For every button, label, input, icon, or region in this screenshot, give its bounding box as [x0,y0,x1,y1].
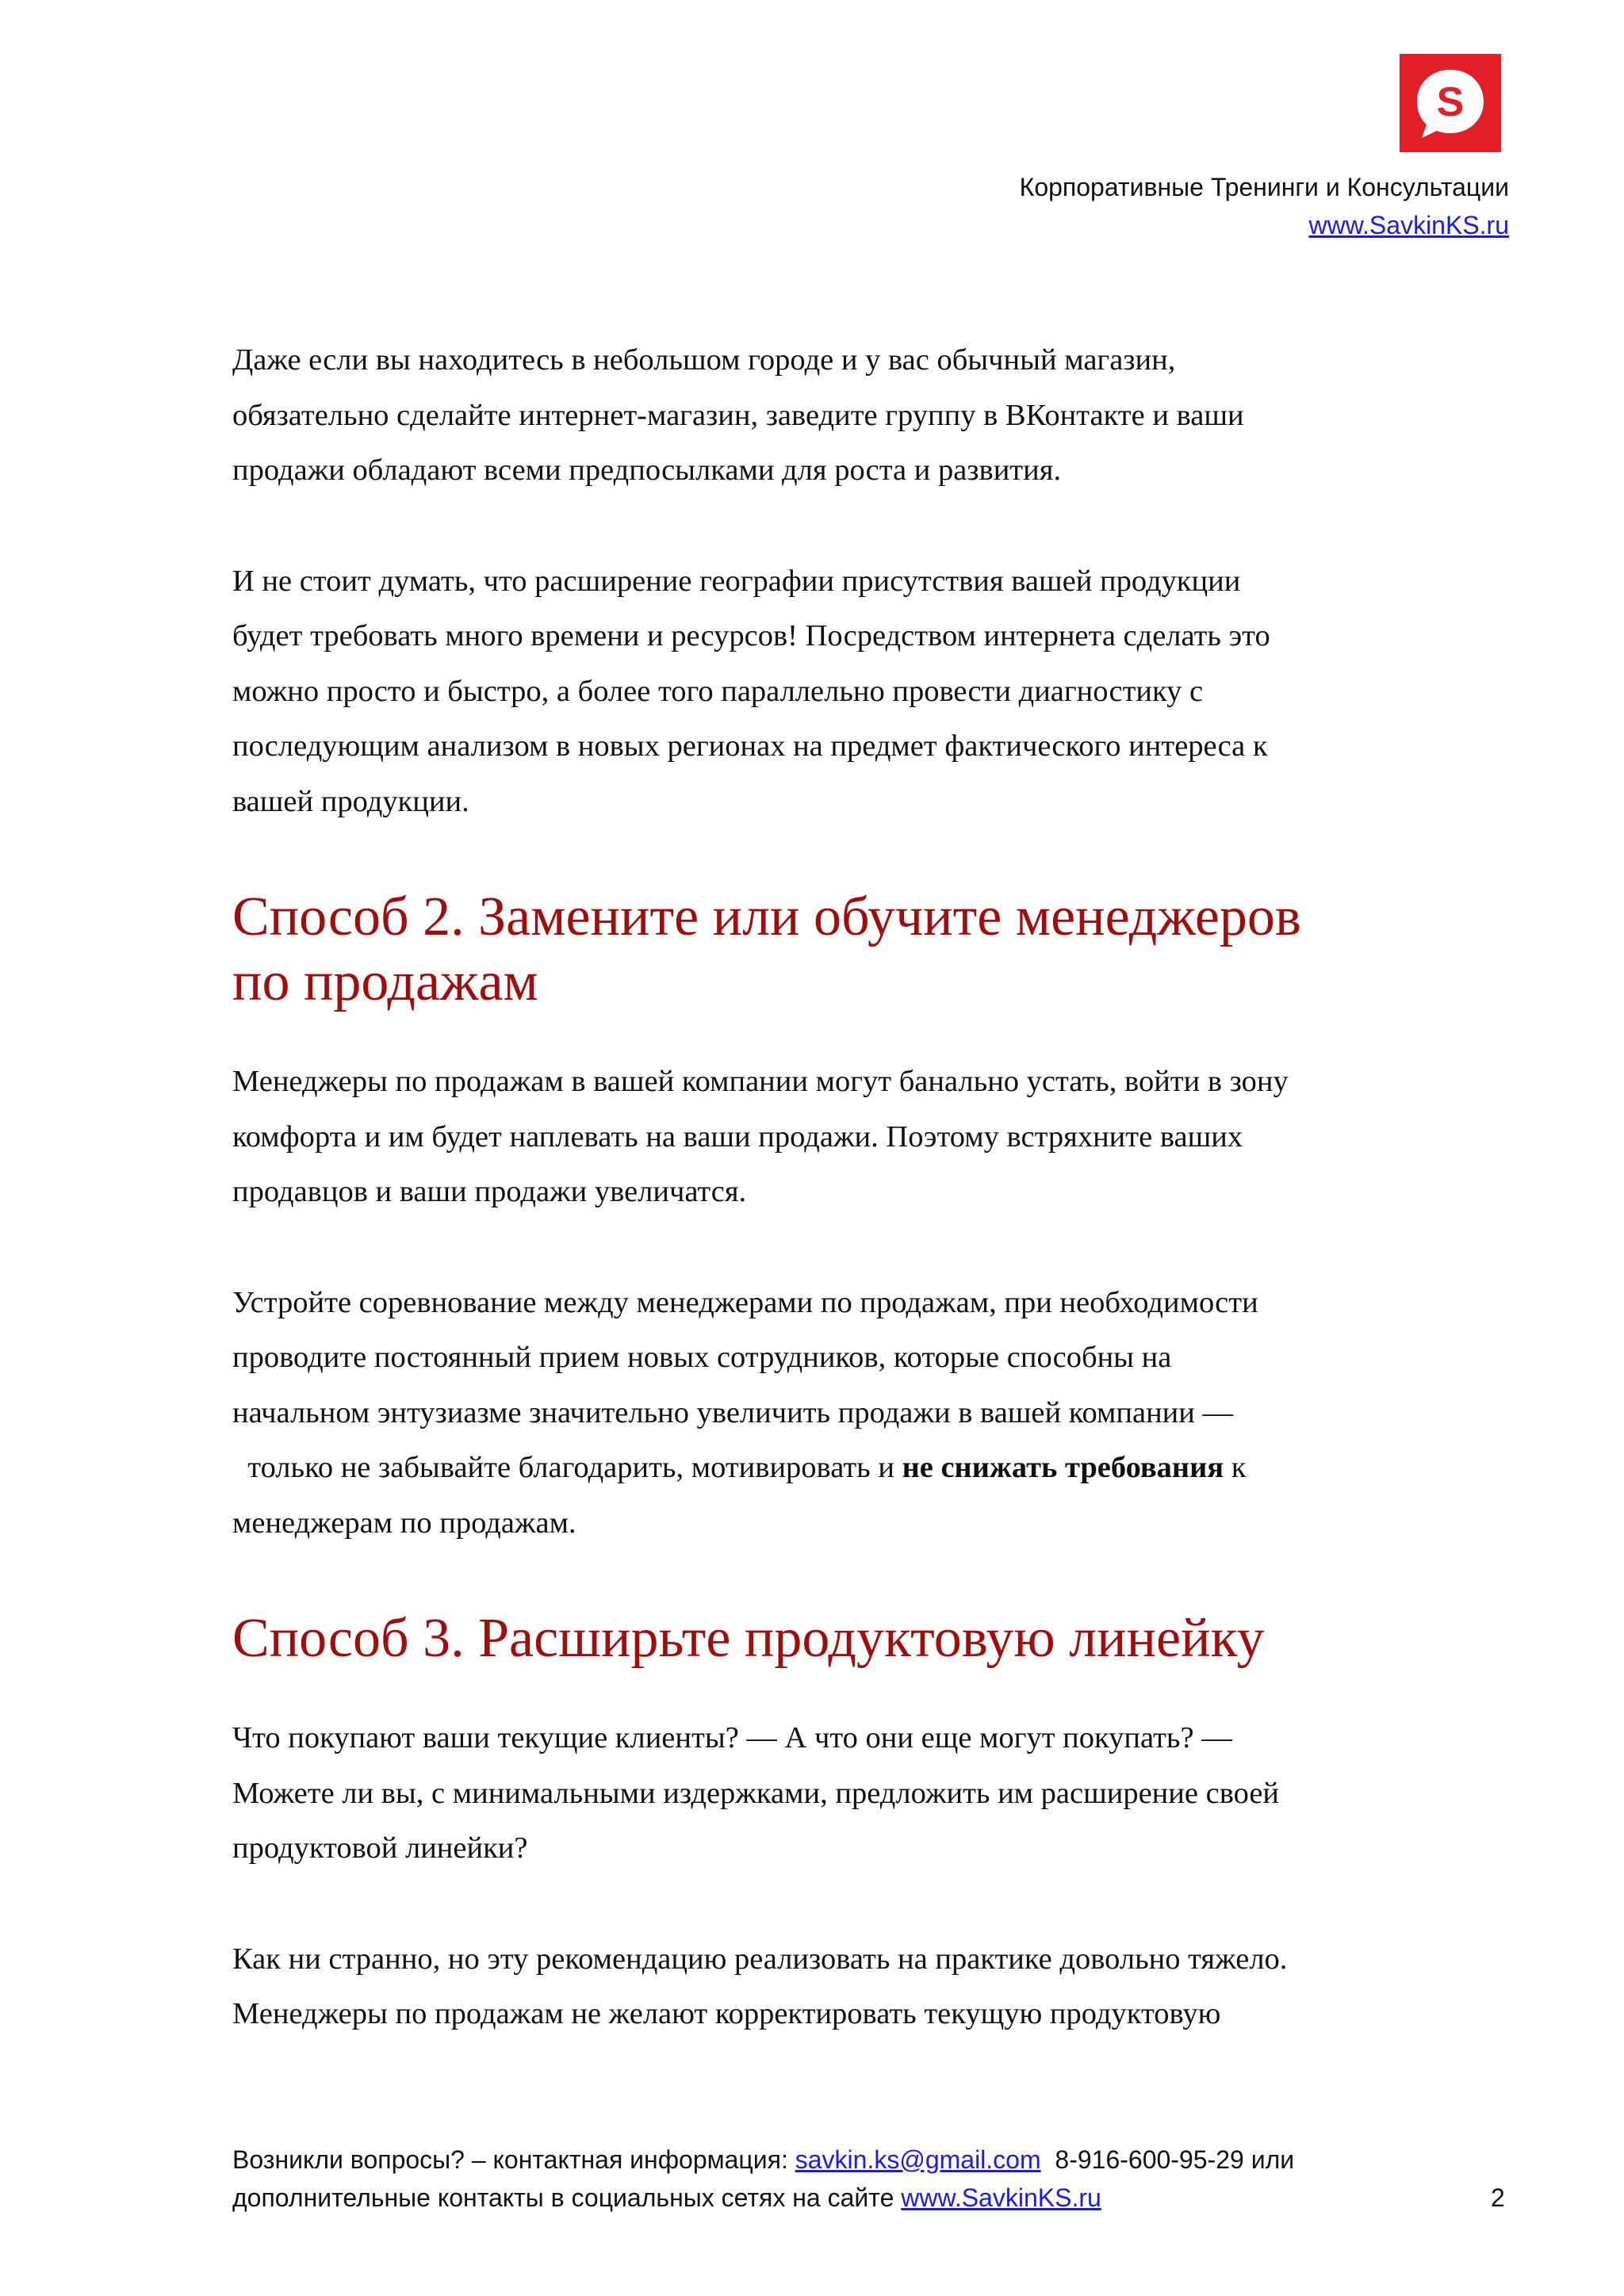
heading-line: Способ 3. Расширьте продуктовую линейку [232,1608,1265,1669]
paragraph-6 [232,1932,1533,2042]
text-line: Можете ли вы, с минимальными издержками, предложить им расширение своей [232,1776,1280,1810]
header-site-link[interactable]: www.SavkinKS.ru [1308,211,1509,239]
paragraph-4 [232,1276,1533,1552]
page-header [795,168,1509,244]
section-heading-2 [232,885,1533,1015]
text-line: Менеджеры по продажам в вашей компании могут банально устать, войти в зону [232,1065,1289,1098]
speech-bubble-s-icon [1411,63,1490,143]
footer-email-link[interactable]: savkin.ks@gmail.com [795,2145,1041,2174]
footer-phone: 8-916-600-95-29 или [1040,2145,1295,2174]
header-tagline: Корпоративные Тренинги и Консультации [1019,173,1509,201]
footer-line-2 [232,2179,1509,2217]
text-line: Устройте соревнование между менеджерами по продажам, при необходимости [232,1285,1258,1319]
text-line [232,1441,1533,1496]
page-footer [232,2141,1509,2217]
footer-site-link[interactable]: www.SavkinKS.ru [901,2183,1101,2212]
text-line: обязательно сделайте интернет-магазин, заведите группу в ВКонтакте и ваши [232,398,1244,432]
text-line: Даже если вы находитесь в небольшом городе и у вас обычный магазин, [232,343,1176,377]
paragraph-3 [232,1054,1533,1220]
text-line: Как ни странно, но эту рекомендацию реализовать на практике довольно тяжело. [232,1942,1288,1976]
text-line: Менеджеры по продажам не желают корректировать текущую продуктовую [232,1997,1221,2030]
text-line: Что покупают ваши текущие клиенты? — А что они еще могут покупать? — [232,1721,1232,1755]
text-line: менеджерам по продажам. [232,1506,576,1540]
heading-line: Способ 2. Замените или обучите менеджеров [232,886,1301,947]
text-line: продуктовой линейки? [232,1831,528,1865]
text-segment: к [1224,1451,1247,1484]
bold-emphasis: не снижать требования [902,1451,1224,1484]
text-line: продавцов и ваши продажи увеличатся. [232,1175,747,1208]
text-line: проводите постоянный прием новых сотрудников, которые способны на [232,1341,1172,1374]
paragraph-2 [232,554,1533,830]
footer-line-1 [232,2141,1509,2179]
text-line: продажи обладают всеми предпосылками для роста и развития. [232,453,1062,487]
paragraph-5 [232,1711,1533,1877]
text-line: последующим анализом в новых регионах на предмет фактического интереса к [232,729,1268,763]
text-line: будет требовать много времени и ресурсов! Посредством интернета сделать это [232,619,1270,652]
logo-letter: S [1436,79,1465,125]
footer-text: Возникли вопросы? – контактная информация: [232,2145,795,2174]
text-segment: только не забывайте благодарить, мотивировать и [232,1451,902,1484]
text-line: можно просто и быстро, а более того параллельно провести диагностику с [232,674,1204,708]
section-heading-3 [232,1606,1533,1671]
text-line: вашей продукции. [232,784,469,818]
text-line: комфорта и им будет наплевать на ваши продажи. Поэтому встряхните ваших [232,1119,1243,1154]
document-body [232,333,1533,2098]
heading-line: по продажам [232,951,538,1012]
page-number: 2 [1491,2183,1505,2212]
footer-text: дополнительные контакты в социальных сетях на сайте [232,2183,902,2212]
text-line: начальном энтузиазме значительно увеличить продажи в вашей компании — [232,1395,1234,1429]
paragraph-1 [232,333,1533,499]
text-line: И не стоит думать, что расширение географии присутствия вашей продукции [232,564,1241,598]
brand-logo [1400,54,1501,152]
